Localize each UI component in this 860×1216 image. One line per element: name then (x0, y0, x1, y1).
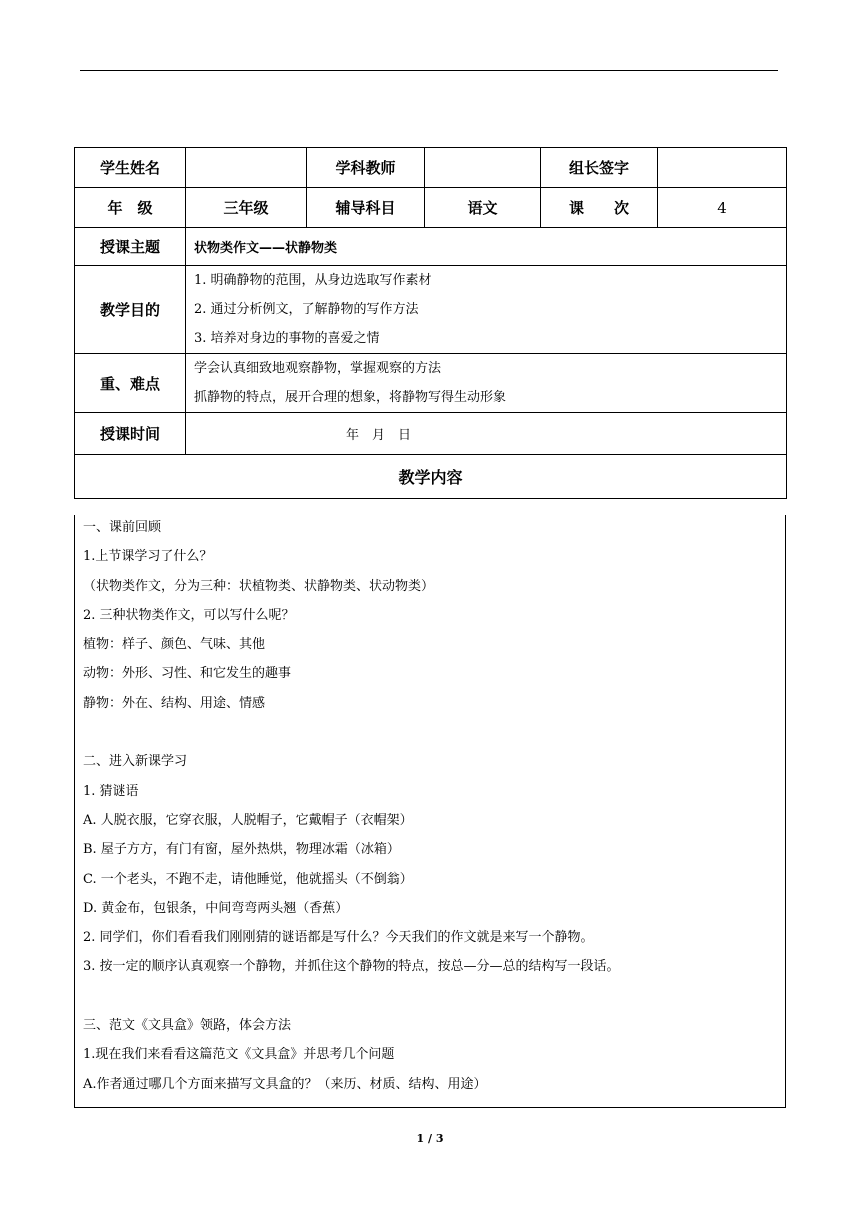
subject-teacher-field (425, 148, 541, 188)
content-line: 2. 三种状物类作文，可以写什么呢？ (83, 607, 295, 623)
subject-teacher-label: 学科教师 (307, 148, 425, 188)
content-line: A.作者通过哪几个方面来描写文具盒的？（来历、材质、结构、用途） (83, 1076, 487, 1092)
time-value: 年 月 日 (186, 413, 787, 455)
difficulty-list (186, 354, 787, 413)
student-name-field (186, 148, 307, 188)
grade-label: 年 级 (75, 188, 186, 228)
riddle-item: C. 一个老头，不跑不走，请他睡觉，他就摇头（不倒翁） (83, 871, 413, 887)
page-number: 1 / 3 (416, 1132, 444, 1145)
lesson-value: 4 (658, 188, 787, 228)
leader-sign-field (658, 148, 787, 188)
subject-value: 语文 (425, 188, 541, 228)
goals-label: 教学目的 (75, 266, 186, 354)
difficulty-label: 重、难点 (75, 354, 186, 413)
grade-value: 三年级 (186, 188, 307, 228)
blank-line (83, 720, 778, 749)
content-line: 1.上节课学习了什么？ (83, 549, 213, 565)
section-heading: 一、课前回顾 (83, 520, 162, 535)
content-line: 3. 按一定的顺序认真观察一个静物，并抓住这个静物的特点，按总—分—总的结构写一段话。 (83, 959, 620, 975)
header-rule (80, 70, 778, 71)
goal-item: 1. 明确静物的范围，从身边选取写作素材 (194, 273, 432, 288)
lesson-info-table (74, 147, 787, 499)
content-line: 2. 同学们，你们看看我们刚刚猜的谜语都是写什么？今天我们的作文就是来写一个静物。 (83, 930, 594, 946)
goal-item: 2. 通过分析例文，了解静物的写作方法 (194, 302, 419, 317)
goal-item: 3. 培养对身边的事物的喜爱之情 (194, 331, 380, 346)
section-heading: 三、范文《文具盒》领路，体会方法 (83, 1018, 292, 1034)
time-label: 授课时间 (75, 413, 186, 455)
content-line: （状物类作文，分为三种：状植物类、状静物类、状动物类） (83, 578, 435, 594)
difficulty-item: 抓静物的特点，展开合理的想象，将静物写得生动形象 (194, 390, 507, 405)
riddle-item: D. 黄金布，包银条，中间弯弯两头翘（香蕉） (83, 900, 349, 916)
topic-value: 状物类作文——状静物类 (186, 228, 787, 266)
content-line: 1.现在我们来看看这篇范文《文具盒》并思考几个问题 (83, 1047, 395, 1063)
riddle-item: A. 人脱衣服，它穿衣服，人脱帽子，它戴帽子（衣帽架） (83, 812, 413, 828)
goals-list (186, 266, 787, 354)
content-line: 静物：外在、结构、用途、情感 (83, 695, 266, 711)
content-line: 植物：样子、颜色、气味、其他 (83, 637, 266, 653)
blank-line (83, 984, 778, 1013)
content-body (74, 515, 786, 1108)
content-lines (83, 515, 778, 1101)
section-heading: 二、进入新课学习 (83, 754, 188, 770)
leader-sign-label: 组长签字 (541, 148, 658, 188)
content-line: 1. 猜谜语 (83, 783, 139, 799)
riddle-item: B. 屋子方方，有门有窗，屋外热烘，物理冰霜（冰箱） (83, 842, 400, 858)
lesson-label: 课 次 (541, 188, 658, 228)
student-name-label: 学生姓名 (75, 148, 186, 188)
topic-label: 授课主题 (75, 228, 186, 266)
difficulty-item: 学会认真细致地观察静物，掌握观察的方法 (194, 361, 442, 376)
subject-label: 辅导科目 (307, 188, 425, 228)
content-title: 教学内容 (75, 455, 787, 499)
content-line: 动物：外形、习性、和它发生的趣事 (83, 666, 292, 682)
